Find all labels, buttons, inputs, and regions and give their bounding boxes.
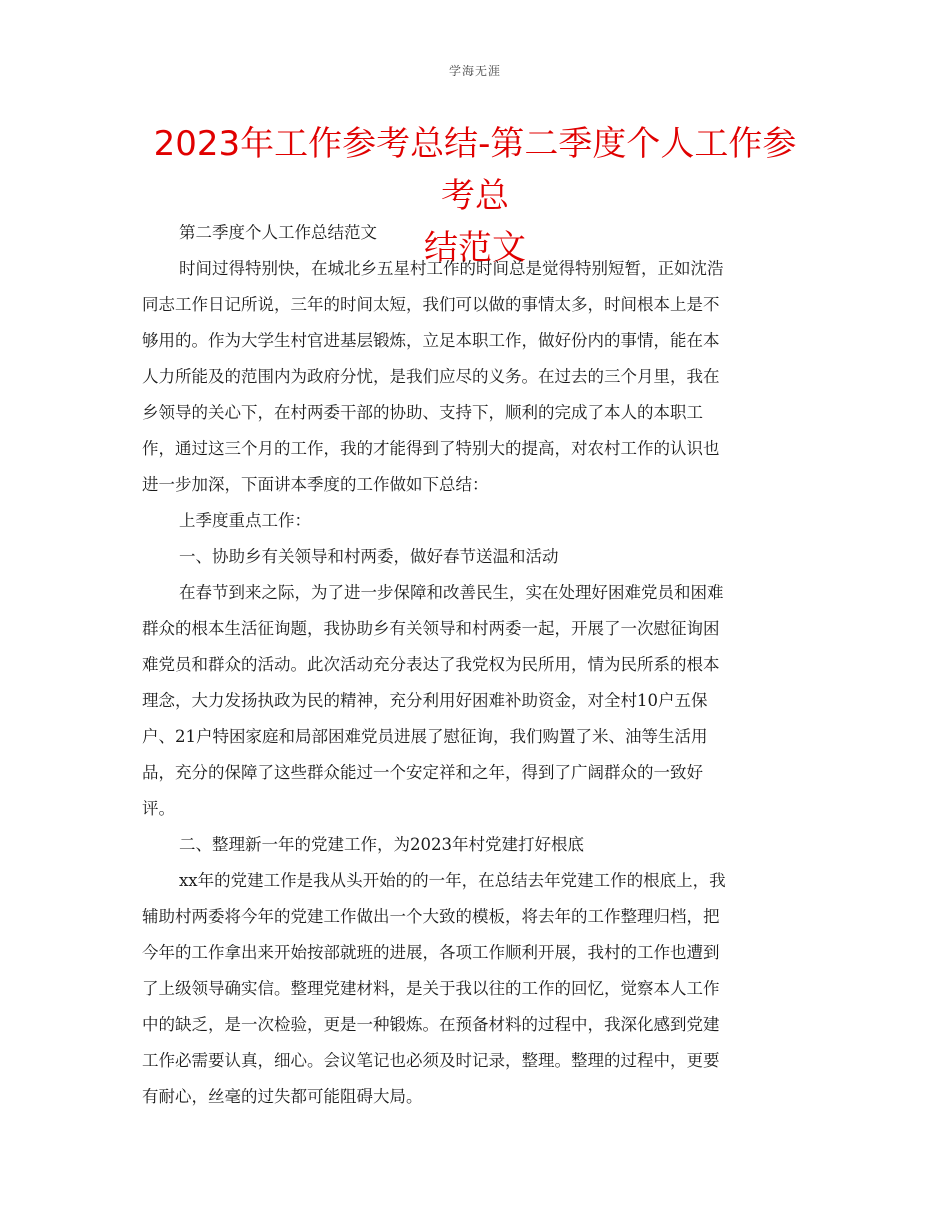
paragraph-line: 工作必需要认真，细心。会议笔记也必须及时记录，整理。整理的过程中，更要	[142, 1051, 720, 1070]
section-heading: 二、整理新一年的党建工作，为2023年村党建打好根底	[179, 835, 584, 854]
paragraph-line: 在春节到来之际，为了进一步保障和改善民生，实在处理好困难党员和困难	[179, 583, 724, 602]
paragraph-line: 中的缺乏，是一次检验，更是一种锻炼。在预备材料的过程中，我深化感到党建	[142, 1015, 720, 1034]
document-body	[142, 215, 810, 1115]
paragraph-line: 同志工作日记所说，三年的时间太短，我们可以做的事情太多，时间根本上是不	[142, 295, 720, 314]
paragraph-line: 今年的工作拿出来开始按部就班的进展，各项工作顺利开展，我村的工作也遭到	[142, 943, 720, 962]
paragraph-line: 了上级领导确实信。整理党建材料，是关于我以往的工作的回忆，觉察本人工作	[142, 979, 720, 998]
title-line: 结范文	[424, 228, 526, 268]
paragraph-line: 辅助村两委将今年的党建工作做出一个大致的模板，将去年的工作整理归档，把	[142, 907, 720, 926]
page-header-label: 学海无涯	[448, 64, 501, 78]
paragraph-line: 作，通过这三个月的工作，我的才能得到了特别大的提高，对农村工作的认识也	[142, 439, 720, 458]
paragraph-line: 够用的。作为大学生村官进基层锻炼，立足本职工作，做好份内的事情，能在本	[142, 331, 720, 350]
paragraph-line: 评。	[142, 799, 175, 818]
paragraph-line: 理念，大力发扬执政为民的精神，充分利用好困难补助资金，对全村10户五保	[142, 691, 708, 710]
paragraph-line: 户、21户特困家庭和局部困难党员进展了慰征询，我们购置了米、油等生活用	[142, 727, 708, 746]
paragraph-line: xx年的党建工作是我从头开始的的一年，在总结去年党建工作的根底上，我	[179, 871, 726, 890]
title-line: 2023年工作参考总结-第二季度个人工作参考总	[153, 124, 797, 216]
paragraph-line: 有耐心，丝毫的过失都可能阻碍大局。	[142, 1087, 423, 1106]
paragraph-line: 群众的根本生活征询题，我协助乡有关领导和村两委一起，开展了一次慰征询困	[142, 619, 720, 638]
paragraph-line: 品，充分的保障了这些群众能过一个安定祥和之年，得到了广阔群众的一致好	[142, 763, 703, 782]
section-heading: 上季度重点工作：	[179, 511, 311, 530]
paragraph-line: 时间过得特别快，在城北乡五星村工作的时间总是觉得特别短暂，正如沈浩	[179, 259, 724, 278]
paragraph-line: 难党员和群众的活动。此次活动充分表达了我党权为民所用，情为民所系的根本	[142, 655, 720, 674]
subtitle-line: 第二季度个人工作总结范文	[179, 223, 377, 242]
section-heading: 一、协助乡有关领导和村两委，做好春节送温和活动	[179, 547, 559, 566]
paragraph-line: 进一步加深，下面讲本季度的工作做如下总结：	[142, 475, 489, 494]
paragraph-line: 乡领导的关心下，在村两委干部的协助、支持下，顺利的完成了本人的本职工	[142, 403, 703, 422]
paragraph-line: 人力所能及的范围内为政府分忧，是我们应尽的义务。在过去的三个月里，我在	[142, 367, 720, 386]
